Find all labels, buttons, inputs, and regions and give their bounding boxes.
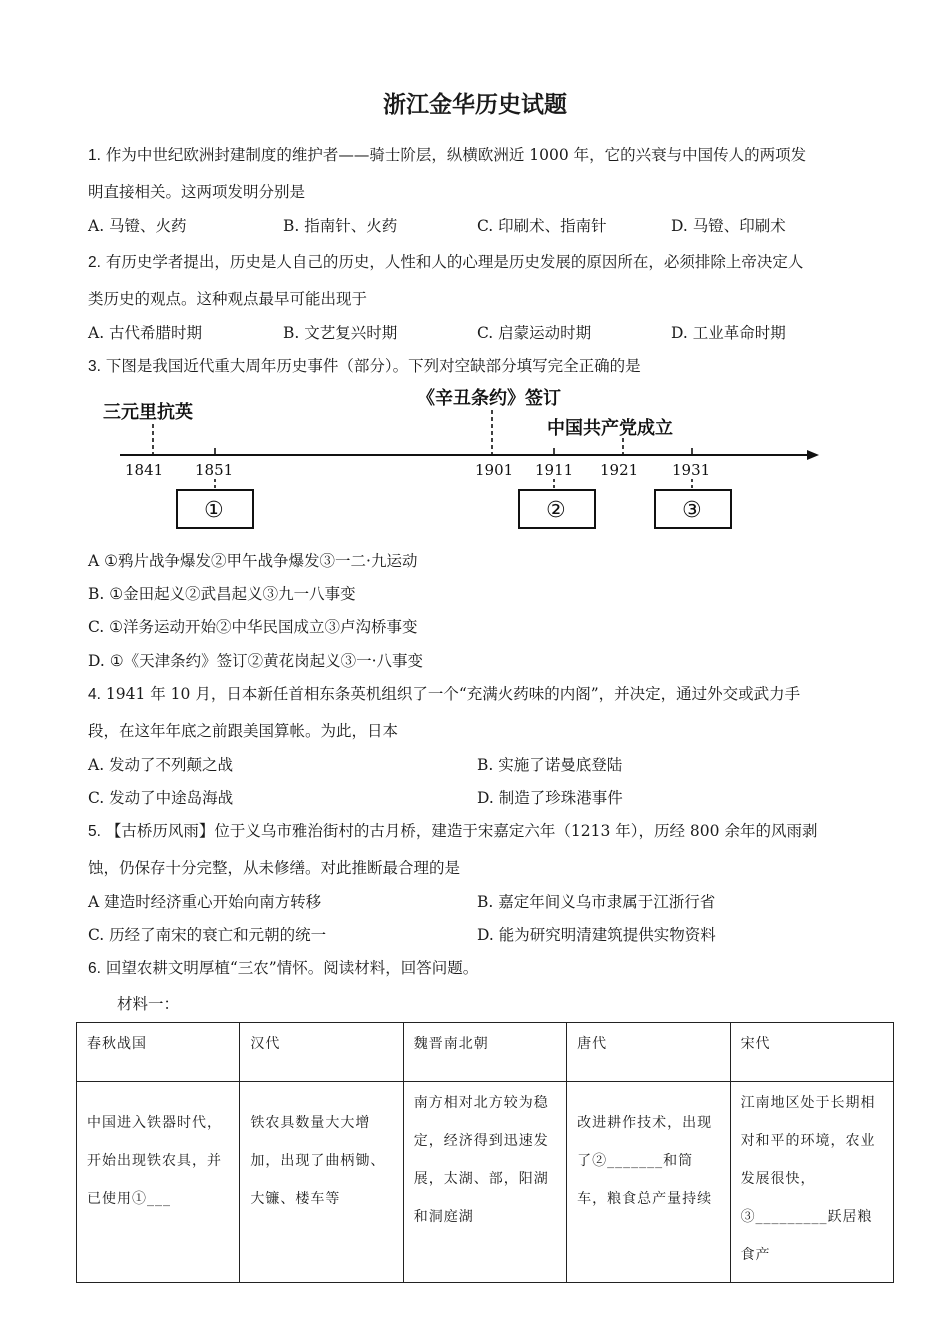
table-header-row	[77, 1023, 894, 1082]
question-5-text-1: 【古桥历风雨】位于义乌市雅治街村的古月桥，建造于宋嘉定六年（1213 年），历经 800 余年的风雨剥	[105, 822, 818, 840]
q3-option-a[interactable]: A ①鸦片战争爆发②甲午战争爆发③一二·九运动	[88, 552, 418, 570]
question-1-text-1: 作为中世纪欧洲封建制度的维护者——骑士阶层，纵横欧洲近 1000 年，它的兴衰与中国传人的两项发	[105, 146, 807, 164]
question-4-line-1	[88, 682, 800, 704]
q2-option-a[interactable]: A. 古代希腊时期	[88, 324, 203, 342]
question-5-line-1	[88, 819, 817, 841]
question-6-text-1: 回望农耕文明厚植“三农”情怀。阅读材料，回答问题。	[105, 959, 479, 977]
question-6-number: 6.	[88, 960, 101, 977]
table-header-cell: 宋代	[730, 1023, 893, 1082]
year-1841: 1841	[125, 461, 164, 479]
q4-option-d[interactable]: D. 制造了珍珠港事件	[477, 789, 623, 807]
q4-option-c[interactable]: C. 发动了中途岛海战	[88, 789, 234, 807]
question-1-text-2: 明直接相关。这两项发明分别是	[88, 183, 306, 201]
q1-option-b[interactable]: B. 指南针、火药	[283, 217, 398, 235]
blank-box-3-label: ③	[682, 498, 702, 523]
q3-option-c[interactable]: C. ①洋务运动开始②中华民国成立③卢沟桥事变	[88, 618, 418, 636]
question-1-line-1	[88, 143, 806, 165]
table-cell: 江南地区处于长期相对和平的环境，农业发展很快，③_________跃居粮食产	[730, 1082, 893, 1283]
material-label: 材料一：	[117, 995, 180, 1013]
question-4-text-1: 1941 年 10 月，日本新任首相东条英机组织了一个“充满火药味的内阁”，并决定，通过外交或武力手	[105, 685, 801, 703]
question-2-number: 2.	[88, 254, 101, 271]
blank-box-1-label: ①	[204, 498, 224, 523]
q3-option-b[interactable]: B. ①金田起义②武昌起义③九一八事变	[88, 585, 356, 603]
year-1901: 1901	[475, 461, 514, 479]
q1-option-c[interactable]: C. 印刷术、指南针	[477, 217, 607, 235]
year-1911: 1911	[535, 461, 574, 479]
question-2-text-1: 有历史学者提出，历史是人自己的历史，人性和人的心理是历史发展的原因所在，必须排除上帝决定人	[105, 253, 804, 271]
question-2-text-2: 类历史的观点。这种观点最早可能出现于	[88, 290, 368, 308]
timeline-label-xinchou: 《辛丑条约》签订	[417, 388, 561, 409]
blank-box-2-label: ②	[546, 498, 566, 523]
q4-option-b[interactable]: B. 实施了诺曼底登陆	[477, 756, 623, 774]
table-cell: 南方相对北方较为稳定，经济得到迅速发展，太湖、部，阳湖和洞庭湖	[403, 1082, 566, 1283]
material-table	[76, 1022, 894, 1283]
table-header-cell: 汉代	[240, 1023, 403, 1082]
timeline-arrow-icon	[807, 450, 819, 460]
question-3-line-1	[88, 354, 641, 376]
timeline-label-ccp: 中国共产党成立	[547, 418, 673, 439]
table-header-cell: 唐代	[567, 1023, 730, 1082]
q2-option-b[interactable]: B. 文艺复兴时期	[283, 324, 398, 342]
page-title: 浙江金华历史试题	[383, 92, 567, 118]
question-1-number: 1.	[88, 147, 101, 164]
year-1931: 1931	[672, 461, 711, 479]
q5-option-d[interactable]: D. 能为研究明清建筑提供实物资料	[477, 926, 716, 944]
q1-option-a[interactable]: A. 马镫、火药	[88, 217, 187, 235]
table-cell: 中国进入铁器时代，开始出现铁农具，并已使用①___	[77, 1082, 240, 1283]
table-header-cell: 春秋战国	[77, 1023, 240, 1082]
q1-option-d[interactable]: D. 马镫、印刷术	[671, 217, 786, 235]
question-2-line-1	[88, 250, 803, 272]
question-4-text-2: 段，在这年年底之前跟美国算帐。为此，日本	[88, 722, 399, 740]
question-3-number: 3.	[88, 358, 101, 375]
q4-option-a[interactable]: A. 发动了不列颠之战	[88, 756, 234, 774]
question-6-line-1	[88, 956, 478, 978]
q2-option-c[interactable]: C. 启蒙运动时期	[477, 324, 592, 342]
question-4-number: 4.	[88, 686, 101, 703]
timeline-label-sanyuanli: 三元里抗英	[103, 402, 193, 423]
q3-option-d[interactable]: D. ①《天津条约》签订②黄花岗起义③一·八事变	[88, 652, 424, 670]
table-cell: 改进耕作技术，出现了②_______和筒车，粮食总产量持续	[567, 1082, 730, 1283]
history-timeline	[95, 378, 825, 538]
table-row	[77, 1082, 894, 1283]
q2-option-d[interactable]: D. 工业革命时期	[671, 324, 786, 342]
question-3-text-1: 下图是我国近代重大周年历史事件（部分）。下列对空缺部分填写完全正确的是	[105, 357, 641, 375]
q5-option-b[interactable]: B. 嘉定年间义乌市隶属于江浙行省	[477, 893, 716, 911]
year-1851: 1851	[195, 461, 234, 479]
table-header-cell: 魏晋南北朝	[403, 1023, 566, 1082]
question-5-number: 5.	[88, 823, 101, 840]
question-5-text-2: 蚀，仍保存十分完整，从未修缮。对此推断最合理的是	[88, 859, 461, 877]
table-cell: 铁农具数量大大增加，出现了曲柄锄、大镰、楼车等	[240, 1082, 403, 1283]
q5-option-a[interactable]: A 建造时经济重心开始向南方转移	[88, 893, 322, 911]
year-1921: 1921	[600, 461, 639, 479]
q5-option-c[interactable]: C. 历经了南宋的衰亡和元朝的统一	[88, 926, 327, 944]
